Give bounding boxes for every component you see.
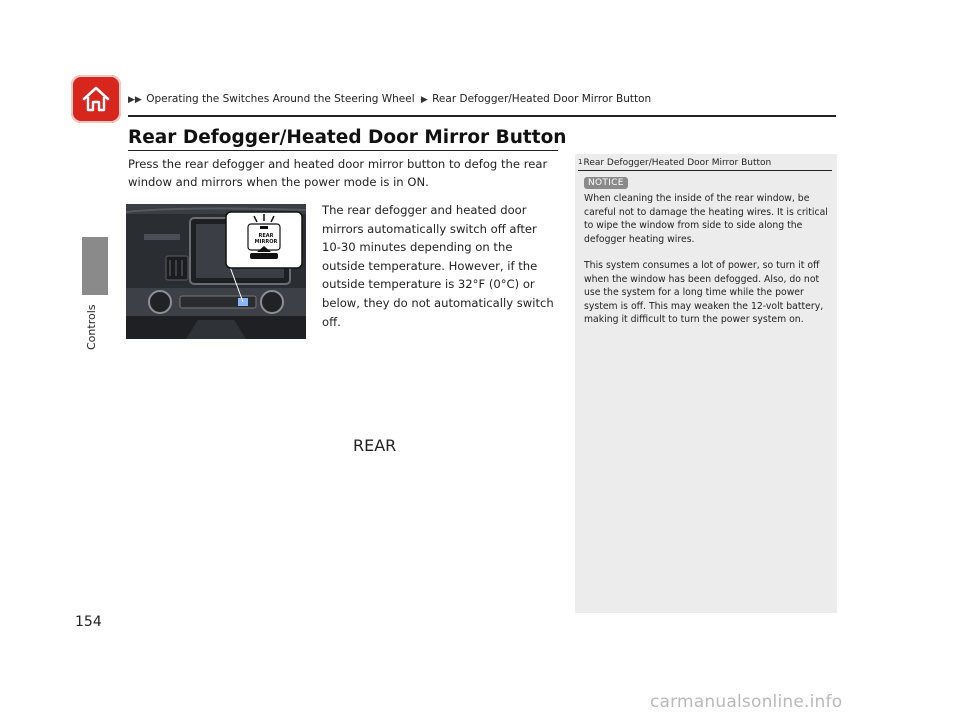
breadcrumb-item-current[interactable]: Rear Defogger/Heated Door Mirror Button <box>432 93 652 105</box>
sidebar-heading-text: Rear Defogger/Heated Door Mirror Button <box>583 158 772 168</box>
home-button[interactable] <box>71 75 121 123</box>
figure-button-labels <box>251 233 281 245</box>
notice-badge: NOTICE <box>584 177 628 189</box>
title-divider <box>128 150 558 151</box>
watermark: carmanualsonline.info <box>650 692 843 712</box>
header-divider <box>128 115 836 117</box>
dashboard-illustration <box>126 204 397 455</box>
breadcrumb-item-switches[interactable]: Operating the Switches Around the Steering Wheel <box>146 93 415 105</box>
page-number: 154 <box>75 614 102 630</box>
info-text: This system consumes a lot of power, so turn it off when the window has been defogged. Also, do not use the system for a long time while the power system is off. This may weaken the 12-volt battery, making it difficult to turn the power system on. <box>584 260 824 326</box>
sidebar-divider <box>578 170 832 171</box>
figure-label-mirror: MIRROR <box>254 239 278 245</box>
sidebar-heading <box>578 158 771 168</box>
figure-label-rear: REAR <box>258 233 274 239</box>
detail-paragraph: The rear defogger and heated door mirrors automatically switch off after 10-30 minutes depending on the outside temperature. However, if the outside temperature is 32°F (0°C) or below, they do not automatically switch off. <box>322 203 554 329</box>
section-tab-marker <box>82 237 108 295</box>
sidebar-ref-number: 1 <box>578 158 583 166</box>
page-title: Rear Defogger/Heated Door Mirror Button <box>128 127 567 148</box>
chevron-right-icon: ▶ <box>417 95 428 105</box>
chevron-right-icon: ▶▶ <box>128 95 142 105</box>
button-label-rear: REAR <box>353 436 397 455</box>
breadcrumb <box>128 93 651 105</box>
section-tab-label: Controls <box>85 304 98 350</box>
notice-text: When cleaning the inside of the rear window, be careful not to damage the heating wires. It is critical to wipe the window from side to side along the defogger heating wires. <box>584 193 828 245</box>
home-icon <box>80 83 112 115</box>
intro-paragraph: Press the rear defogger and heated door mirror button to defog the rear window and mirrors when the power mode is in ON. <box>128 157 548 189</box>
